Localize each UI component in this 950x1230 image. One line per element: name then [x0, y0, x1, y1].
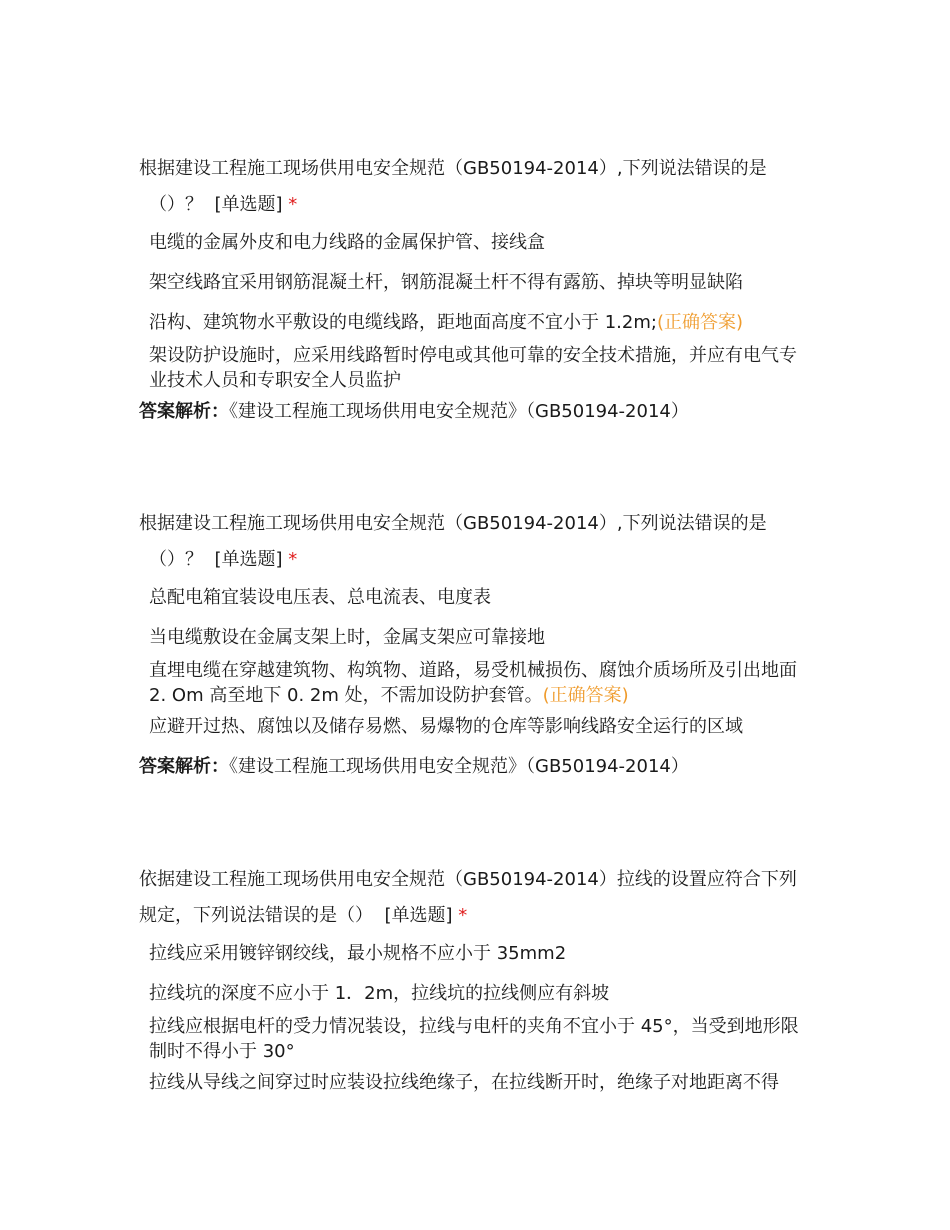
option-item[interactable]: [149, 1070, 814, 1095]
stem-line-1: 根据建设工程施工现场供用电安全规范（GB50194-2014）,下列说法错误的是: [139, 158, 767, 179]
option-text: 应避开过热、腐蚀以及储存易燃、易爆物的仓库等影响线路安全运行的区域: [149, 716, 743, 737]
option-item[interactable]: [149, 585, 814, 610]
stem-line-2: （）？: [149, 549, 203, 570]
option-text: 电缆的金属外皮和电力线路的金属保护管、接线盒: [149, 232, 545, 253]
option-text: 拉线应根据电杆的受力情况装设，拉线与电杆的夹角不宜小于 45°，当受到地形限制时不得小于 30°: [149, 1016, 799, 1062]
option-text: 架空线路宜采用钢筋混凝土杆，钢筋混凝土杆不得有露筋、掉块等明显缺陷: [149, 272, 743, 293]
answer-analysis: [139, 754, 814, 779]
question-3: [139, 862, 814, 1110]
question-stem: [139, 506, 814, 578]
option-list: [149, 585, 814, 739]
option-list: [149, 941, 814, 1095]
stem-line-1: 根据建设工程施工现场供用电安全规范（GB50194-2014）,下列说法错误的是: [139, 513, 767, 534]
required-mark: *: [458, 905, 468, 926]
analysis-text: 《建设工程施工现场供用电安全规范》（GB50194-2014）: [229, 756, 689, 777]
option-text: 架设防护设施时，应采用线路暂时停电或其他可靠的安全技术措施，并应有电气专业技术人员和专职安全人员监护: [149, 345, 797, 391]
question-stem: [139, 151, 814, 223]
correct-answer-mark: (正确答案): [542, 685, 629, 706]
analysis-text: 《建设工程施工现场供用电安全规范》（GB50194-2014）: [229, 401, 689, 422]
option-item[interactable]: [149, 658, 814, 708]
option-text: 当电缆敷设在金属支架上时，金属支架应可靠接地: [149, 627, 545, 648]
question-1: [139, 151, 814, 424]
option-text: 拉线坑的深度不应小于 1．2m，拉线坑的拉线侧应有斜坡: [149, 983, 610, 1004]
answer-analysis: [139, 399, 814, 424]
question-type-tag: [单选题]: [384, 905, 453, 926]
option-list: [149, 230, 814, 393]
stem-line-2: 规定，下列说法错误的是（）: [139, 905, 373, 926]
analysis-label: 答案解析：: [139, 756, 229, 777]
option-item[interactable]: [149, 981, 814, 1006]
stem-line-2: （）？: [149, 194, 203, 215]
option-item[interactable]: [149, 343, 814, 393]
option-text: 沿构、建筑物水平敷设的电缆线路，距地面高度不宜小于 1.2m;: [149, 312, 657, 333]
question-type-tag: [单选题]: [214, 194, 283, 215]
option-item[interactable]: [149, 230, 814, 255]
question-type-tag: [单选题]: [214, 549, 283, 570]
option-item[interactable]: [149, 310, 814, 335]
option-text: 拉线应采用镀锌钢绞线，最小规格不应小于 35mm2: [149, 943, 567, 964]
required-mark: *: [288, 194, 298, 215]
stem-line-1: 依据建设工程施工现场供用电安全规范（GB50194-2014）拉线的设置应符合下列: [139, 869, 797, 890]
option-item[interactable]: [149, 625, 814, 650]
question-2: [139, 506, 814, 779]
option-text: 总配电箱宜装设电压表、总电流表、电度表: [149, 587, 491, 608]
analysis-label: 答案解析：: [139, 401, 229, 422]
option-item[interactable]: [149, 1014, 814, 1064]
required-mark: *: [288, 549, 298, 570]
question-stem: [139, 862, 814, 934]
correct-answer-mark: (正确答案): [656, 312, 743, 333]
option-item[interactable]: [149, 941, 814, 966]
option-text: 拉线从导线之间穿过时应装设拉线绝缘子，在拉线断开时，绝缘子对地距离不得: [149, 1072, 779, 1093]
option-item[interactable]: [149, 714, 814, 739]
option-text: 直埋电缆在穿越建筑物、构筑物、道路，易受机械损伤、腐蚀介质场所及引出地面 2. Om 高至地下 0. 2m 处，不需加设防护套管。: [149, 660, 803, 706]
option-item[interactable]: [149, 270, 814, 295]
